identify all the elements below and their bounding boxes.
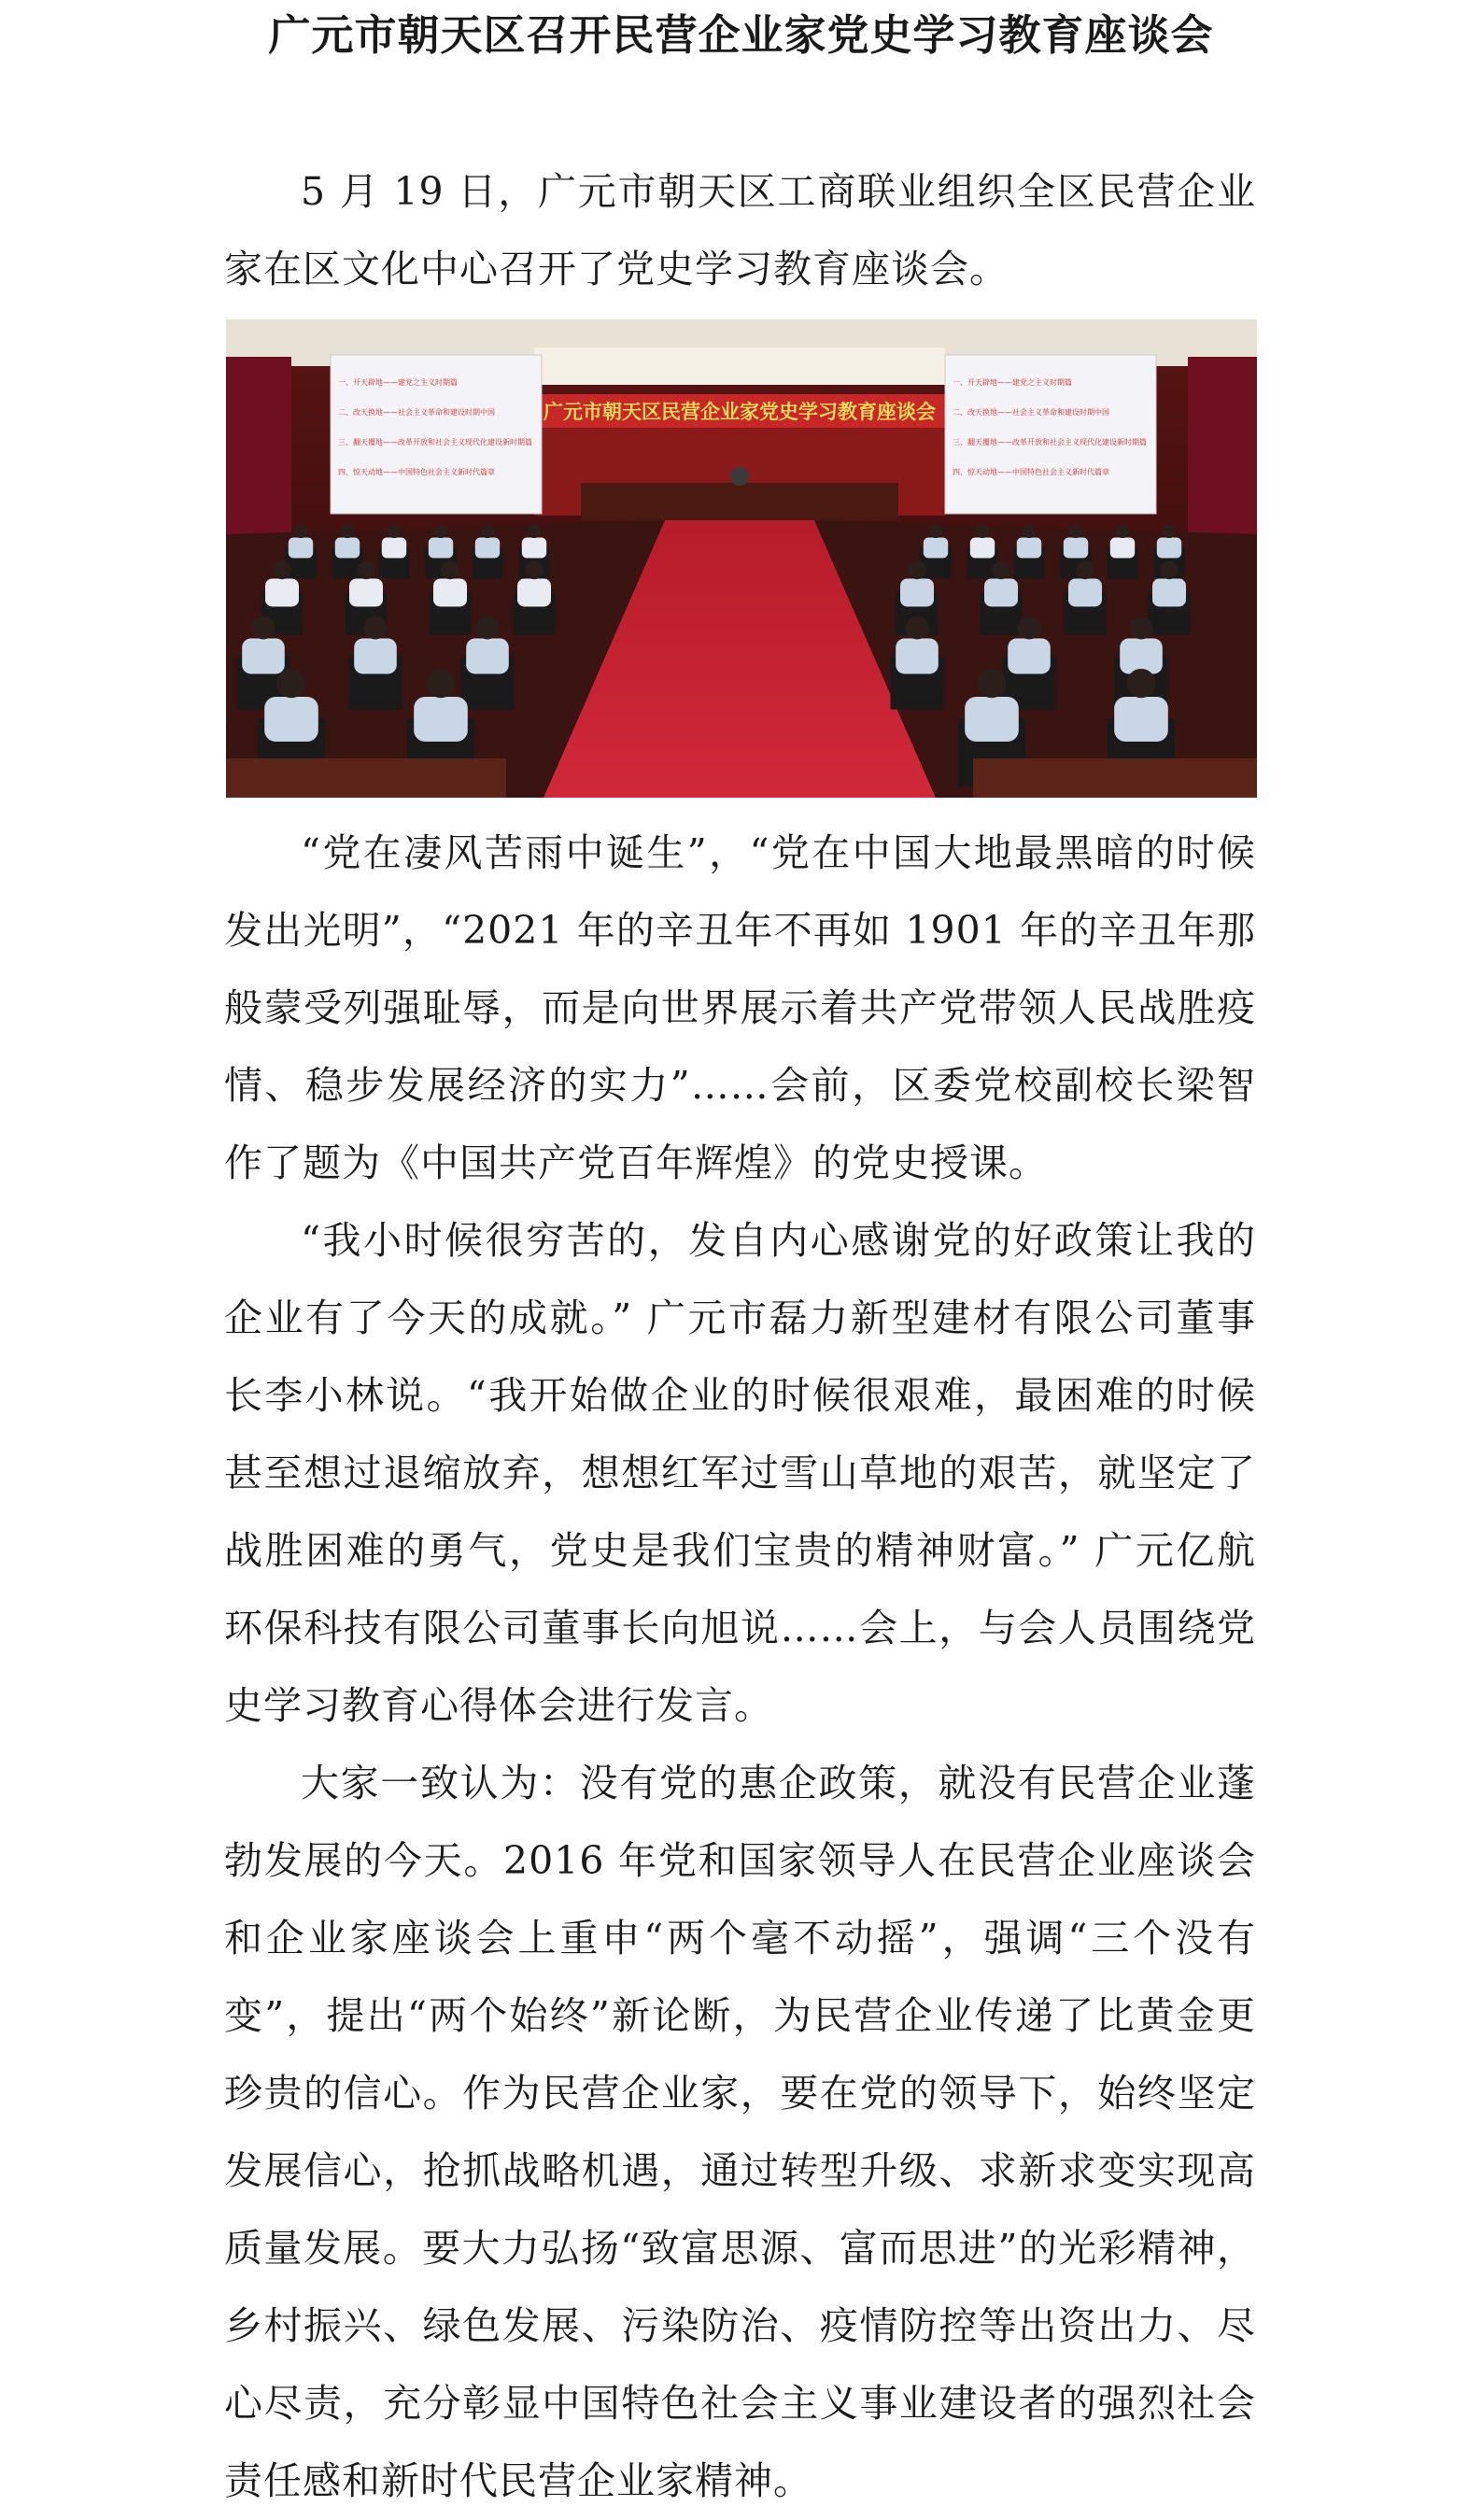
person bbox=[1114, 697, 1168, 742]
person bbox=[1008, 639, 1051, 674]
meeting-photo bbox=[226, 319, 1257, 798]
person-head bbox=[977, 669, 1006, 698]
person-head bbox=[441, 561, 459, 580]
person-head bbox=[908, 561, 926, 580]
person-head bbox=[434, 525, 447, 538]
paragraph-1: 5 月 19 日，广元市朝天区工商联业组织全区民营企业家在区文化中心召开了党史学习教育座谈会。 bbox=[224, 169, 1256, 291]
person bbox=[433, 579, 467, 607]
screen-line: 二、改天换地——社会主义革命和建设时期中国 bbox=[953, 408, 1109, 417]
person bbox=[349, 579, 383, 607]
person bbox=[522, 538, 546, 559]
person-head bbox=[1126, 669, 1155, 698]
person bbox=[1157, 538, 1181, 559]
desk bbox=[226, 758, 506, 798]
person bbox=[354, 639, 397, 674]
person bbox=[475, 538, 500, 559]
person-head bbox=[929, 525, 942, 538]
person-head bbox=[426, 669, 455, 698]
person bbox=[1064, 538, 1088, 559]
person bbox=[335, 538, 360, 559]
person-head bbox=[525, 561, 543, 580]
person-head bbox=[388, 525, 401, 538]
person-head bbox=[1076, 561, 1094, 580]
person-head bbox=[252, 616, 275, 640]
screen-line: 四、惊天动地——中国特色社会主义新时代篇章 bbox=[338, 468, 495, 476]
article-body bbox=[224, 153, 1256, 2520]
person bbox=[984, 579, 1018, 607]
screen-line: 三、翻天覆地——改革开放和社会主义现代化建设新时期篇 bbox=[953, 438, 1147, 446]
person bbox=[965, 697, 1019, 742]
person bbox=[924, 538, 948, 559]
person-head bbox=[357, 561, 375, 580]
paragraph-3: “我小时候很穷苦的，发自内心感谢党的好政策让我的企业有了今天的成就。” 广元市磊力新型建材有限公司董事长李小林说。“我开始做企业的时候很艰难，最困难的时候甚至想过退缩放弃，想想红军过雪山草地的艰苦，就坚定了战胜困难的勇气，党史是我们宝贵的精神财富。” 广元亿航环保科技有限公司董事长向旭说……会上，与会人员围绕党史学习教育心得体会进行发言。 bbox=[224, 1218, 1256, 1728]
screen-line: 四、惊天动地——中国特色社会主义新时代篇章 bbox=[953, 468, 1109, 476]
person bbox=[900, 579, 934, 607]
screen-line: 一、开天辟地——建党之主义时期篇 bbox=[338, 378, 458, 387]
article-title: 广元市朝天区召开民营企业家党史学习教育座谈会 bbox=[268, 10, 1214, 60]
banner-text: 广元市朝天区民营企业家党史学习教育座谈会 bbox=[543, 400, 936, 423]
person-head bbox=[1130, 616, 1153, 640]
person bbox=[265, 579, 299, 607]
person-head bbox=[364, 616, 388, 640]
person bbox=[1110, 538, 1135, 559]
person-head bbox=[1018, 616, 1041, 640]
person bbox=[414, 697, 468, 742]
person-head bbox=[273, 561, 291, 580]
person-head bbox=[476, 616, 500, 640]
person-head bbox=[294, 525, 307, 538]
person bbox=[429, 538, 453, 559]
person-head bbox=[1023, 525, 1036, 538]
person bbox=[264, 697, 318, 742]
screen-line: 二、改天换地——社会主义革命和建设时期中国 bbox=[338, 408, 495, 417]
person-head bbox=[1163, 525, 1176, 538]
person bbox=[466, 639, 509, 674]
screen-line: 三、翻天覆地——改革开放和社会主义现代化建设新时期篇 bbox=[338, 438, 532, 446]
screen-line: 一、开天辟地——建党之主义时期篇 bbox=[953, 378, 1072, 387]
person-head bbox=[1116, 525, 1129, 538]
person-head bbox=[528, 525, 541, 538]
person bbox=[242, 639, 285, 674]
person bbox=[517, 579, 551, 607]
person bbox=[1068, 579, 1102, 607]
person-head bbox=[906, 616, 929, 640]
meeting-photo-illustration bbox=[226, 319, 1257, 798]
person bbox=[970, 538, 995, 559]
paragraph-2: “党在凄风苦雨中诞生”，“党在中国大地最黑暗的时候发出光明”，“2021 年的辛丑年不再如 1901 年的辛丑年那般蒙受列强耻辱，而是向世界展示着共产党带领人民战胜疫情、稳步发展经济的实力”……会前，区委党校副校长梁智作了题为《中国共产党百年辉煌》的党史授课。 bbox=[224, 830, 1256, 1185]
desk bbox=[973, 758, 1257, 798]
person bbox=[289, 538, 313, 559]
person bbox=[1152, 579, 1186, 607]
person-head bbox=[1160, 561, 1179, 580]
person bbox=[1120, 639, 1163, 674]
person-head bbox=[976, 525, 989, 538]
person-head bbox=[992, 561, 1010, 580]
person-head bbox=[481, 525, 494, 538]
paragraph-4: 大家一致认为：没有党的惠企政策，就没有民营企业蓬勃发展的今天。2016 年党和国家领导人在民营企业座谈会和企业家座谈会上重申“两个毫不动摇”，强调“三个没有变”，提出“两个始终”新论断，为民营企业传递了比黄金更珍贵的信心。作为民营企业家，要在党的领导下，始终坚定发展信心，抢抓战略机遇，通过转型升级、求新求变实现高质量发展。要大力弘扬“致富思源、富而思进”的光彩精神，乡村振兴、绿色发展、污染防治、疫情防控等出资出力、尽心尽责，充分彰显中国特色社会主义事业建设者的强烈社会责任感和新时代民营企业家精神。 bbox=[224, 1761, 1256, 2503]
person-head bbox=[276, 669, 305, 698]
person-head bbox=[1069, 525, 1082, 538]
person bbox=[896, 639, 939, 674]
person-head bbox=[341, 525, 354, 538]
person bbox=[382, 538, 406, 559]
person bbox=[1017, 538, 1041, 559]
